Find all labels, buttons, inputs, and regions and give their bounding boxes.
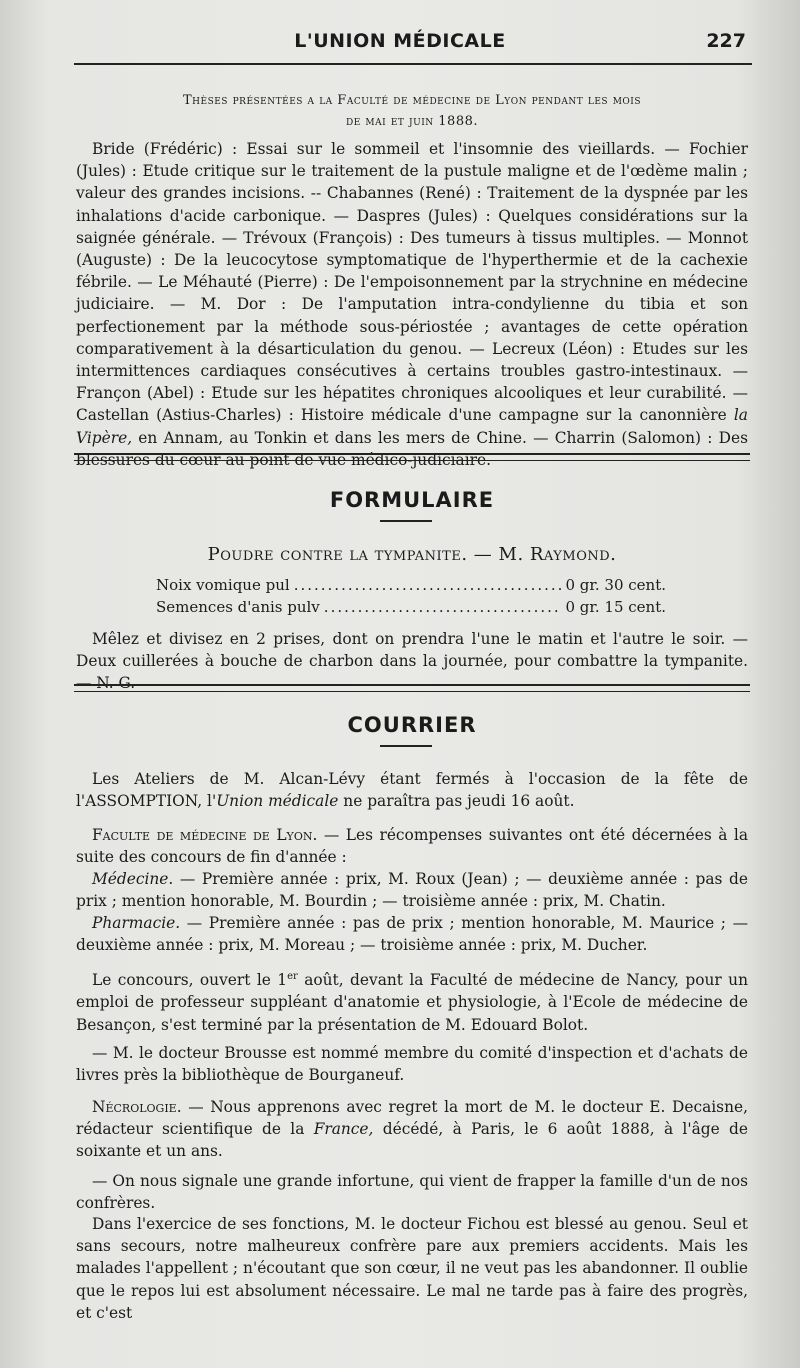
p5-text: Le concours, ouvert le 1: [92, 971, 288, 990]
courrier-p1: [76, 768, 748, 812]
ingredient-name: Semences d'anis pulv: [156, 598, 320, 616]
p7-text: — Nous apprenons avec regret la mort de M. le docteur E. Decaisne, rédacteur scientifique de la: [76, 1098, 748, 1139]
header-rule: [74, 63, 752, 65]
courrier-p8: [76, 1170, 748, 1214]
p7-text-end: décédé, à Paris, le 6 août 1888, à l'âge de soixante et un ans.: [76, 1120, 748, 1161]
page-number: 227: [706, 30, 746, 52]
courrier-p7: [76, 1096, 748, 1163]
theses-paragraph: [76, 138, 748, 471]
p9-text: Dans l'exercice de ses fonctions, M. le docteur Fichou est blessé au genou. Seul et sans secours, notre malheureux confrère pare aux premiers accidents. Mais les malades l'appellent ; n'écoutant que son cœur, il ne veut pas les abandonner. Il oublie que le repos lui est absolument nécessaire. Le mal ne tarde pas à faire des progrès, et c'est: [76, 1215, 748, 1322]
courrier-underline: [380, 745, 432, 747]
p3-lead: Médecine.: [92, 870, 174, 888]
courrier-p5: [76, 966, 748, 1036]
courrier-title: COURRIER: [347, 713, 477, 737]
theses-heading: [76, 90, 748, 132]
formulaire-underline: [380, 520, 432, 522]
p6-text: — M. le docteur Brousse est nommé membre du comité d'inspection et d'achats de livres près la bibliothèque de Bourganeuf.: [76, 1044, 748, 1085]
theses-text: Bride (Frédéric) : Essai sur le sommeil et l'insomnie des vieillards. — Fochier (Jules) : Etude critique sur le traitement de la pustule maligne et de l'œdème malin ; valeur des grandes incisions. -- Chabannes (René) : Traitement de la dyspnée par les inhalations d'acide carbonique. — Daspres (Jules) : Quelques considérations sur la saignée générale. — Trévoux (François) : Des tumeurs à tissus multiples. — Monnot (Auguste) : De la leucocytose symptomatique de l'hyperthermie et de la cachexie fébrile. — Le Méhauté (Pierre) : De l'empoisonnement par la strychnine en médecine judiciaire. — M. Dor : De l'amputation intra-condylienne du tibia et son perfectionement par la méthode sous-périostée ; avantages de cette opération comparativement à la désarticulation du genou. — Lecreux (Léon) : Etudes sur les intermittences cardiaques consécutives à certains troubles gastro-intestinaux. — Françon (Abel) : Etude sur les hépatites chroniques alcooliques et leur curabilité. — Castellan (Astius-Charles) : Histoire médicale d'une campagne sur la canonnière: [76, 140, 748, 425]
journal-title: L'UNION MÉDICALE: [294, 30, 506, 52]
courrier-p6: [76, 1042, 748, 1086]
courrier-p2: [76, 824, 748, 868]
theses-heading-line2: de mai et juin 1888.: [346, 114, 478, 129]
p3-text: — Première année : prix, M. Roux (Jean) ; — deuxième année : pas de prix ; mention honorable, M. Bourdin ; — troisième année : prix, M. Chatin.: [76, 870, 748, 911]
p7-lead: Nécrologie.: [92, 1098, 182, 1116]
formulaire-title: FORMULAIRE: [329, 488, 495, 512]
p1-italic: Union médicale: [216, 792, 339, 811]
p5-sup: er: [287, 971, 298, 982]
courrier-p3: [76, 868, 748, 912]
theses-heading-line1: Thèses présentées a la Faculté de médecine de Lyon pendant les mois: [182, 93, 642, 108]
theses-list: [76, 138, 748, 471]
p1-text-end: ne paraîtra pas jeudi 16 août.: [338, 792, 575, 811]
theses-text-end: en Annam, au Tonkin et dans les mers de Chine. — Charrin (Salomon) : Des blessures du cœur au point de vue médico-judiciaire.: [76, 428, 748, 469]
p8-text: — On nous signale une grande infortune, qui vient de frapper la famille d'un de nos confrères.: [76, 1172, 748, 1213]
section-divider: [74, 684, 750, 692]
section-divider: [74, 453, 750, 461]
p5-text-end: août, devant la Faculté de médecine de Nancy, pour un emploi de professeur suppléant d'anatomie et physiologie, à l'Ecole de médecine de Besançon, s'est terminé par la présentation de M. Edouard Bolot.: [76, 971, 748, 1034]
recipe-title: Poudre contre la tympanite. — M. Raymond.: [207, 544, 617, 565]
p4-text: — Première année : pas de prix ; mention honorable, M. Maurice ; — deuxième année : prix, M. Moreau ; — troisième année : prix, M. Ducher.: [76, 914, 748, 955]
theses-italic: la Vipère,: [76, 406, 748, 447]
p2-text: — Les récompenses suivantes ont été décernées à la suite des concours de fin d'année :: [76, 826, 748, 867]
courrier-p9: [76, 1213, 748, 1324]
ingredient-dose: 0 gr. 30 cent.: [565, 576, 666, 594]
dot-leader: [324, 597, 562, 617]
dot-leader: [294, 575, 562, 595]
ingredient-row: [156, 597, 666, 617]
courrier-p4: [76, 912, 748, 956]
p1-text: Les Ateliers de M. Alcan-Lévy étant fermés à l'occasion de la fête de l'ASSOMPTION, l': [76, 770, 748, 811]
ingredient-dose: 0 gr. 15 cent.: [565, 598, 666, 616]
ingredient-name: Noix vomique pul: [156, 576, 290, 594]
p2-lead: Faculte de médecine de Lyon.: [92, 826, 318, 844]
instructions-text: Mêlez et divisez en 2 prises, dont on prendra l'une le matin et l'autre le soir. — Deux cuillerées à bouche de charbon dans la journée, pour combattre la tympanite. — N. G.: [76, 630, 748, 693]
ingredient-row: [156, 575, 666, 595]
p4-lead: Pharmacie.: [92, 914, 181, 932]
p7-italic: France,: [313, 1120, 374, 1139]
